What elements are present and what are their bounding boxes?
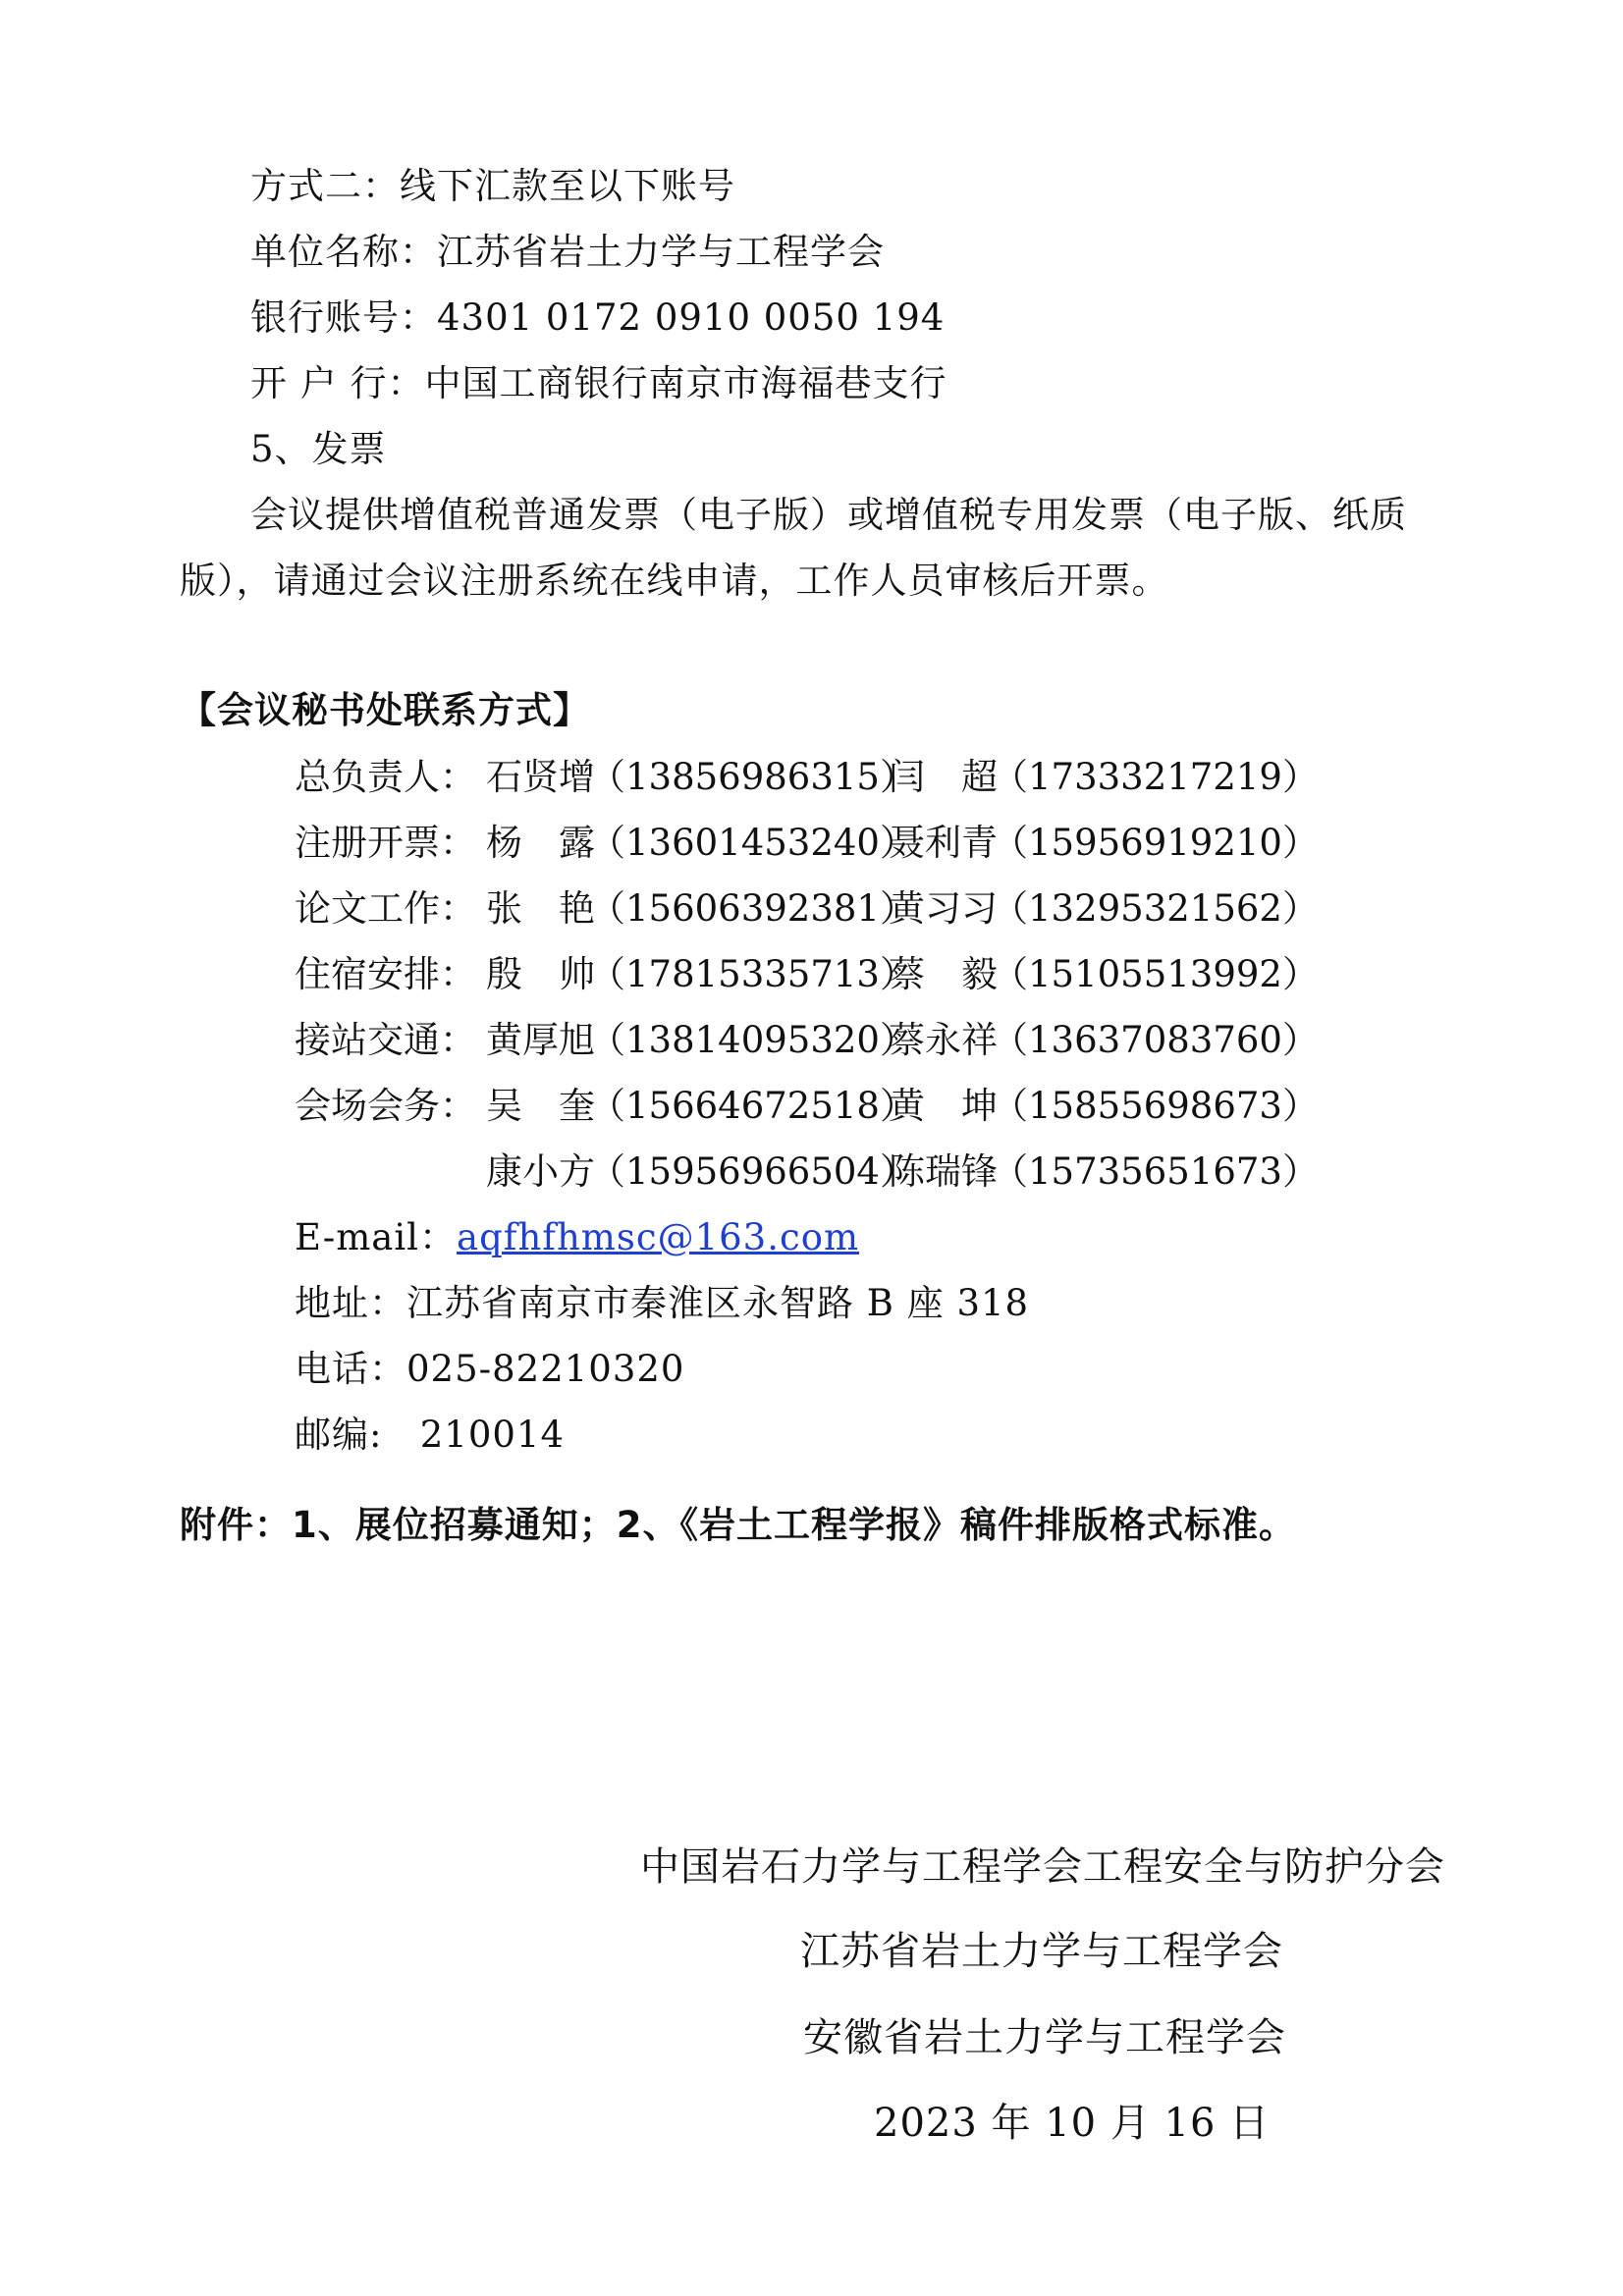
invoice-text-line2: 版），请通过会议注册系统在线申请，工作人员审核后开票。: [180, 560, 1169, 602]
contact-category: 会场会务：: [295, 1085, 476, 1127]
email-line: [295, 1214, 859, 1261]
email-link[interactable]: aqfhfhmsc@163.com: [457, 1216, 860, 1258]
signature-org-3: 安徽省岩土力学与工程学会: [803, 2015, 1286, 2060]
contact-phone: （13856986315）: [589, 756, 916, 798]
email-label: E-mail：: [295, 1216, 458, 1258]
payment-unit-name: 单位名称：江苏省岩土力学与工程学会: [250, 231, 885, 273]
invoice-text-line1: 会议提供增值税普通发票（电子版）或增值税专用发票（电子版、纸质: [250, 494, 1407, 536]
contact-phone: （15606392381）: [589, 887, 916, 930]
contact-phone: （15855698673）: [992, 1085, 1319, 1127]
invoice-heading: 5、发票: [250, 428, 387, 470]
phone-line: 电话：025-82210320: [295, 1348, 685, 1390]
contact-name: 黄厚旭: [486, 1019, 595, 1061]
payment-bank-name: 开 户 行：中国工商银行南京市海福巷支行: [250, 362, 947, 404]
contact-phone: （13601453240）: [589, 822, 916, 864]
contact-name: 殷 帅: [486, 953, 595, 995]
contact-phone: （17333217219）: [992, 756, 1319, 798]
contact-phone: （15956919210）: [992, 822, 1319, 864]
signature-org-1: 中国岩石力学与工程学会工程安全与防护分会: [640, 1844, 1445, 1890]
signature-org-2: 江苏省岩土力学与工程学会: [800, 1929, 1283, 1974]
contact-category: 总负责人：: [295, 756, 476, 798]
contact-phone: （13295321562）: [992, 887, 1319, 930]
contact-name: 石贤增: [486, 756, 595, 798]
attachment-note: 附件：1、展位招募通知；2、《岩土工程学报》稿件排版格式标准。: [180, 1504, 1296, 1546]
payment-bank-account: 银行账号：4301 0172 0910 0050 194: [250, 296, 946, 339]
contact-category: 注册开票：: [295, 822, 476, 864]
contact-name: 康小方: [486, 1150, 595, 1193]
contact-phone: （15735651673）: [992, 1150, 1319, 1193]
contact-name: 陈瑞锋: [889, 1150, 998, 1193]
contact-phone: （15956966504）: [589, 1150, 916, 1193]
contact-category: 住宿安排：: [295, 953, 476, 995]
contact-name: 闫 超: [889, 756, 998, 798]
contact-phone: （15105513992）: [992, 953, 1319, 995]
contact-name: 蔡 毅: [889, 953, 998, 995]
contact-name: 吴 奎: [486, 1085, 595, 1127]
contact-name: 黄习习: [889, 887, 998, 930]
contact-name: 聂利青: [889, 822, 998, 864]
contact-category: 接站交通：: [295, 1019, 476, 1061]
contact-name: 蔡永祥: [889, 1019, 998, 1061]
payment-method-2: 方式二：线下汇款至以下账号: [250, 165, 735, 207]
contact-phone: （13814095320）: [589, 1019, 916, 1061]
contact-phone: （13637083760）: [992, 1019, 1319, 1061]
signature-date: 2023 年 10 月 16 日: [874, 2101, 1271, 2146]
contact-name: 杨 露: [486, 822, 595, 864]
address-line: 地址：江苏省南京市秦淮区永智路 B 座 318: [295, 1282, 1030, 1324]
contact-phone: （17815335713）: [589, 953, 916, 995]
postcode-line: 邮编: 210014: [295, 1414, 565, 1456]
contact-name: 张 艳: [486, 887, 595, 930]
contact-phone: （15664672518）: [589, 1085, 916, 1127]
contact-category: 论文工作：: [295, 887, 476, 930]
contact-name: 黄 坤: [889, 1085, 998, 1127]
secretariat-heading: 【会议秘书处联系方式】: [180, 689, 590, 731]
